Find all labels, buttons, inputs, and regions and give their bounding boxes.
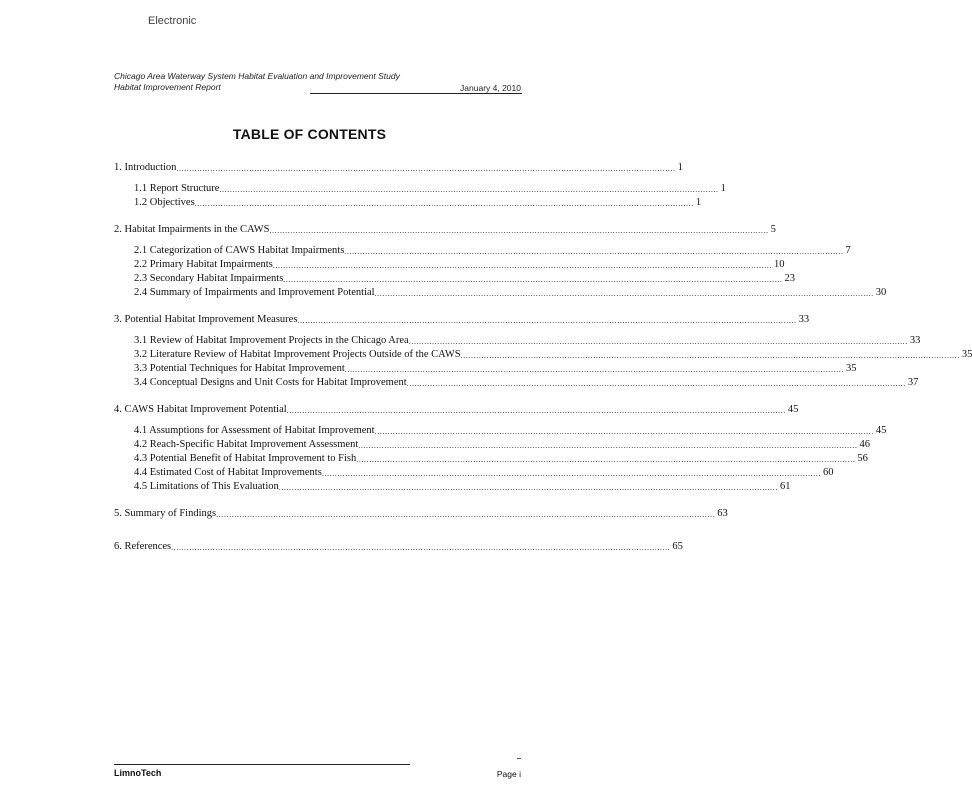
toc-entry-4-4[interactable] — [114, 466, 834, 480]
toc-entry-page: 30 — [875, 287, 887, 298]
footer-mark — [517, 758, 521, 759]
header-date: January 4, 2010 — [460, 83, 521, 93]
toc-entry-page: 37 — [907, 377, 919, 388]
toc-entry-3[interactable] — [114, 313, 810, 327]
toc-entry-label: 3.1 Review of Habitat Improvement Projects in the Chicago Area — [134, 335, 409, 346]
toc-entry-page: 33 — [909, 335, 921, 346]
toc-entry-label: 2.1 Categorization of CAWS Habitat Impairments — [134, 245, 345, 256]
toc-leader-dots: ................................................................................................................................................................................................ — [297, 316, 797, 325]
toc-leader-dots: ................................................................................................................................................................................................ — [286, 406, 786, 415]
toc-leader-dots: ................................................................................................................................................................................................ — [171, 543, 671, 552]
toc-entry-page: 65 — [672, 541, 683, 552]
toc-entry-1-1[interactable] — [114, 182, 726, 196]
toc-leader-dots: ................................................................................................................................................................................................ — [176, 164, 676, 173]
toc-entry-page: 45 — [787, 404, 799, 415]
footer-page-number: Page i — [496, 769, 521, 779]
toc-entry-page: 61 — [779, 481, 791, 492]
toc-entry-6[interactable] — [114, 540, 683, 554]
toc-entry-1-2[interactable] — [114, 196, 702, 210]
toc-entry-label: 3. Potential Habitat Improvement Measures — [114, 314, 298, 325]
toc-leader-dots: ................................................................................................................................................................................................ — [321, 469, 822, 478]
toc-entry-3-1[interactable] — [114, 334, 921, 348]
toc-entry-page: 63 — [717, 508, 728, 519]
toc-entry-page: 23 — [784, 273, 795, 284]
toc-leader-dots: ................................................................................................................................................................................................ — [283, 275, 783, 284]
toc-entry-label: 1.1 Report Structure — [134, 183, 220, 194]
toc-entry-2-4[interactable] — [114, 286, 887, 300]
toc-leader-dots: ................................................................................................................................................................................................ — [194, 199, 694, 208]
toc-entry-page: 45 — [875, 425, 887, 436]
toc-leader-dots: ................................................................................................................................................................................................ — [272, 261, 773, 270]
toc-entry-label: 1. Introduction — [114, 162, 177, 173]
toc-entry-label: 3.3 Potential Techniques for Habitat Improvement — [134, 363, 345, 374]
toc-entry-page: 1 — [677, 162, 683, 173]
toc-leader-dots: ................................................................................................................................................................................................ — [344, 365, 844, 374]
toc-entry-page: 10 — [774, 259, 785, 270]
toc-entry-1[interactable] — [114, 161, 683, 175]
toc-entry-page: 33 — [798, 314, 810, 325]
toc-leader-dots: ................................................................................................................................................................................................ — [344, 247, 844, 256]
toc-entry-4-5[interactable] — [114, 480, 791, 494]
electronic-stamp: Electronic — [148, 15, 197, 27]
toc-entry-4-3[interactable] — [114, 452, 868, 466]
toc-entry-page: 1 — [695, 197, 702, 208]
toc-entry-label: 1.2 Objectives — [134, 197, 195, 208]
toc-entry-label: 4. CAWS Habitat Improvement Potential — [114, 404, 287, 415]
toc-entry-label: 5. Summary of Findings — [114, 508, 217, 519]
footer-company: LimnoTech — [114, 768, 162, 778]
toc-leader-dots: ................................................................................................................................................................................................ — [216, 510, 716, 519]
table-of-contents — [114, 161, 972, 554]
toc-entry-label: 3.4 Conceptual Designs and Unit Costs for Habitat Improvement — [134, 377, 407, 388]
toc-entry-2-1[interactable] — [114, 244, 851, 258]
toc-entry-label: 4.1 Assumptions for Assessment of Habitat Improvement — [134, 425, 375, 436]
toc-entry-label: 4.3 Potential Benefit of Habitat Improvement to Fish — [134, 453, 357, 464]
footer-rule — [114, 764, 410, 765]
toc-entry-4-1[interactable] — [114, 424, 887, 438]
toc-leader-dots: ................................................................................................................................................................................................ — [408, 337, 908, 346]
toc-entry-label: 2. Habitat Impairments in the CAWS — [114, 224, 270, 235]
toc-entry-label: 3.2 Literature Review of Habitat Improvement Projects Outside of the CAWS — [134, 349, 461, 360]
toc-leader-dots: ................................................................................................................................................................................................ — [406, 379, 906, 388]
toc-leader-dots: ................................................................................................................................................................................................ — [374, 427, 874, 436]
toc-leader-dots: ................................................................................................................................................................................................ — [374, 289, 874, 298]
toc-entry-page: 35 — [845, 363, 857, 374]
toc-entry-4-2[interactable] — [114, 438, 870, 452]
toc-entry-page: 60 — [823, 467, 834, 478]
toc-entry-page: 46 — [859, 439, 870, 450]
header-report-name: Habitat Improvement Report — [114, 82, 221, 92]
header-rule — [310, 93, 522, 94]
page-title: TABLE OF CONTENTS — [232, 126, 387, 142]
toc-entry-page: 1 — [720, 183, 726, 194]
toc-entry-label: 4.4 Estimated Cost of Habitat Improvements — [134, 467, 322, 478]
toc-entry-2-3[interactable] — [114, 272, 795, 286]
toc-entry-2[interactable] — [114, 223, 776, 237]
toc-entry-3-2[interactable] — [114, 348, 972, 362]
toc-leader-dots: ................................................................................................................................................................................................ — [278, 483, 778, 492]
toc-leader-dots: ................................................................................................................................................................................................ — [269, 226, 769, 235]
toc-entry-label: 4.2 Reach-Specific Habitat Improvement Assessment — [134, 439, 359, 450]
toc-entry-page: 7 — [845, 245, 851, 256]
toc-entry-label: 2.2 Primary Habitat Impairments — [134, 259, 273, 270]
toc-leader-dots: ................................................................................................................................................................................................ — [219, 185, 719, 194]
toc-leader-dots: ................................................................................................................................................................................................ — [358, 441, 858, 450]
toc-entry-label: 6. References — [114, 541, 172, 552]
toc-entry-3-3[interactable] — [114, 362, 857, 376]
toc-entry-3-4[interactable] — [114, 376, 919, 390]
toc-entry-page: 35 — [961, 349, 972, 360]
toc-entry-label: 4.5 Limitations of This Evaluation — [134, 481, 279, 492]
toc-entry-label: 2.4 Summary of Impairments and Improvement Potential — [134, 287, 375, 298]
toc-entry-page: 5 — [770, 224, 776, 235]
toc-entry-4[interactable] — [114, 403, 799, 417]
toc-entry-page: 56 — [857, 453, 868, 464]
toc-entry-2-2[interactable] — [114, 258, 785, 272]
toc-entry-label: 2.3 Secondary Habitat Impairments — [134, 273, 284, 284]
header-study-title: Chicago Area Waterway System Habitat Evaluation and Improvement Study — [114, 71, 400, 81]
toc-leader-dots: ................................................................................................................................................................................................ — [356, 455, 856, 464]
toc-leader-dots: ................................................................................................................................................................................................ — [460, 351, 960, 360]
toc-entry-5[interactable] — [114, 507, 728, 521]
